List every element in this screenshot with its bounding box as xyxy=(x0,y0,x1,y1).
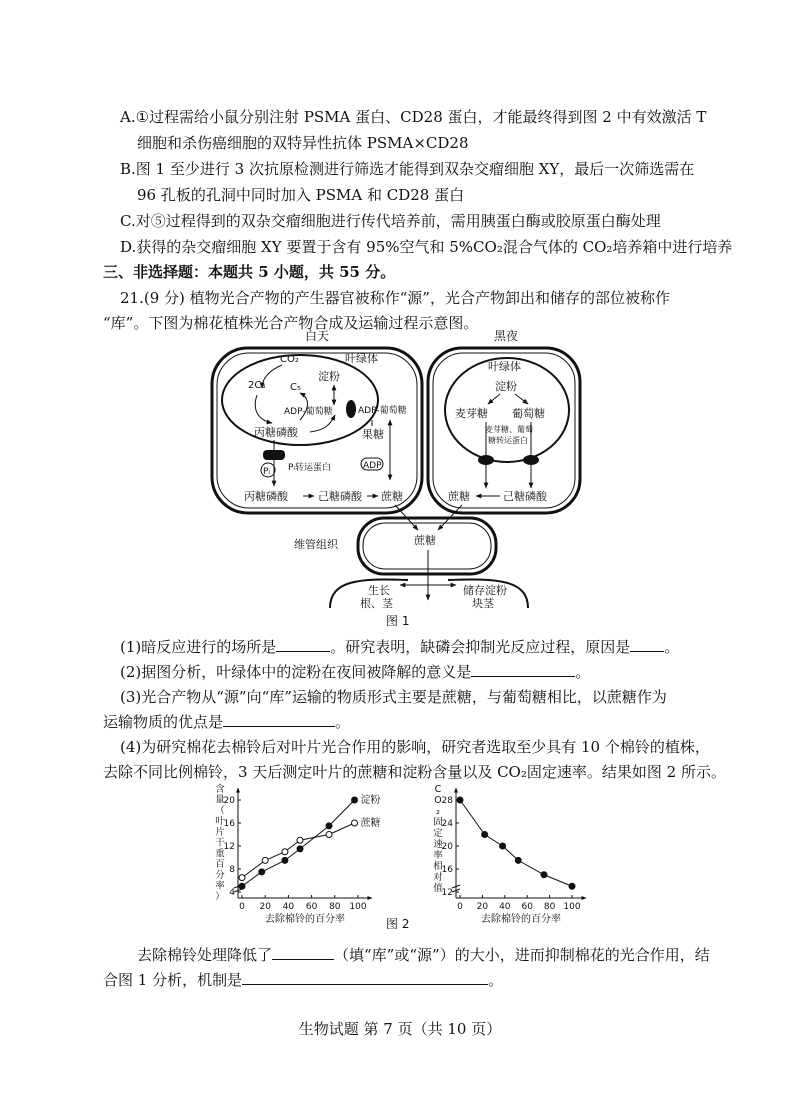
data-point xyxy=(352,797,358,803)
x-tick-label: 80 xyxy=(329,902,341,912)
y-axis-label-char: 量 xyxy=(215,794,225,806)
y-axis-label-char: ₂ xyxy=(436,806,440,817)
data-point xyxy=(259,869,265,875)
y-axis-label-char: 含 xyxy=(215,784,225,795)
day-chloroplast xyxy=(222,355,378,445)
y-axis-label-char: 速 xyxy=(433,839,443,850)
x-tick-label: 0 xyxy=(239,902,245,912)
y-axis-label-char: 重 xyxy=(215,848,225,860)
option-c: C.对⑤过程得到的双杂交瘤细胞进行传代培养前，需用胰蛋白酶或胶原蛋白酶处理 xyxy=(120,212,661,230)
data-point xyxy=(282,849,288,855)
x-tick-label: 0 xyxy=(457,902,463,912)
option-a-line1: A.①过程需给小鼠分别注射 PSMA 蛋白、CD28 蛋白，才能最终得到图 2 中有效激活 T xyxy=(120,108,707,126)
svg-text:糖转运蛋白: 糖转运蛋白 xyxy=(488,436,528,445)
page-footer: 生物试题 第 7 页（共 10 页） xyxy=(298,1020,502,1038)
q21-part5-line2: 合图 1 分析，机制是 。 xyxy=(103,971,504,989)
y-axis-label-char: 百 xyxy=(215,859,225,871)
svg-text:淀粉: 淀粉 xyxy=(318,370,340,383)
y-axis-label-char: 叶 xyxy=(215,816,225,828)
x-axis-label: 去除棉铃的百分率 xyxy=(481,914,561,925)
svg-text:块茎: 块茎 xyxy=(472,597,494,610)
y-axis-label-char: C xyxy=(434,784,442,795)
night-label: 黑夜 xyxy=(494,329,519,343)
svg-text:丙糖磷酸: 丙糖磷酸 xyxy=(244,490,288,503)
x-tick-label: 40 xyxy=(499,902,511,912)
x-tick-label: 20 xyxy=(259,902,271,912)
legend-label: 淀粉 xyxy=(360,795,381,806)
day-label: 白天 xyxy=(305,329,330,343)
data-point xyxy=(239,875,245,881)
y-tick-label: 16 xyxy=(223,819,235,829)
y-tick-label: 20 xyxy=(441,842,453,852)
series-line xyxy=(460,800,572,886)
svg-text:储存淀粉: 储存淀粉 xyxy=(463,584,507,597)
y-tick-label: 4 xyxy=(229,888,235,898)
svg-text:叶绿体: 叶绿体 xyxy=(488,360,521,373)
svg-text:己糖磷酸: 己糖磷酸 xyxy=(318,490,362,503)
q21-intro-line2: “库”。下图为棉花植株光合产物合成及运输过程示意图。 xyxy=(103,314,479,332)
legend-label: 蔗糖 xyxy=(360,818,381,829)
x-tick-label: 100 xyxy=(563,902,581,912)
y-axis-label-char: 片 xyxy=(215,826,225,838)
x-tick-label: 20 xyxy=(476,902,489,912)
svg-text:果糖: 果糖 xyxy=(362,428,384,441)
option-b-line2: 96 孔板的孔洞中同时加入 PSMA 和 CD28 蛋白 xyxy=(137,186,465,204)
data-point xyxy=(326,832,332,838)
chart-co2-fixation-vs-removal xyxy=(433,784,586,925)
figure-1-diagram xyxy=(0,318,800,638)
option-b-line1: B.图 1 至少进行 3 次抗原检测进行筛选才能得到双杂交瘤细胞 XY，最后一次筛选需在 xyxy=(120,160,695,178)
y-axis-label-char: 干 xyxy=(215,837,225,849)
svg-text:ADP: ADP xyxy=(363,461,382,471)
y-tick-label: 12 xyxy=(441,888,453,898)
y-axis-label-char: 分 xyxy=(215,869,225,881)
data-point xyxy=(500,843,506,849)
svg-text:叶绿体: 叶绿体 xyxy=(345,352,378,365)
data-point xyxy=(515,857,521,863)
svg-text:2C₃: 2C₃ xyxy=(248,380,266,391)
svg-text:蔗糖: 蔗糖 xyxy=(381,490,403,503)
chart-content-vs-removal xyxy=(215,783,380,925)
q21-intro-line1: 21.(9 分) 植物光合产物的产生器官被称作“源”，光合产物卸出和储存的部位被称作 xyxy=(120,289,670,307)
y-axis-label-char: 率 xyxy=(215,880,225,892)
y-axis-label-char: 值 xyxy=(433,883,443,894)
x-tick-label: 80 xyxy=(543,902,556,912)
q21-part3-line2: 运输物质的优点是 。 xyxy=(103,713,351,731)
data-point xyxy=(262,857,268,863)
data-point xyxy=(282,857,288,863)
y-tick-label: 20 xyxy=(223,796,235,806)
svg-text:C₅: C₅ xyxy=(290,382,301,393)
data-point xyxy=(297,837,303,843)
y-axis-label-char: ） xyxy=(215,891,225,903)
data-point xyxy=(352,820,358,826)
y-tick-label: 12 xyxy=(223,842,235,852)
svg-text:ADP-葡萄糖: ADP-葡萄糖 xyxy=(284,407,333,417)
svg-text:丙糖磷酸: 丙糖磷酸 xyxy=(254,426,298,439)
x-tick-label: 60 xyxy=(305,902,318,912)
svg-text:蔗糖: 蔗糖 xyxy=(448,490,470,503)
x-tick-label: 60 xyxy=(521,902,533,912)
y-tick-label: 16 xyxy=(441,865,453,875)
svg-text:蔗糖: 蔗糖 xyxy=(414,534,436,547)
svg-text:己糖磷酸: 己糖磷酸 xyxy=(503,490,547,503)
q21-part3-line1: (3)光合产物从“源”向“库”运输的物质形式主要是蔗糖，与葡萄糖相比，以蔗糖作为 xyxy=(120,688,667,706)
data-point xyxy=(239,883,245,889)
x-tick-label: 100 xyxy=(349,902,367,912)
figure-1-caption: 图 1 xyxy=(386,614,410,628)
y-tick-label: 28 xyxy=(441,796,453,806)
svg-text:Pᵢ: Pᵢ xyxy=(263,467,271,477)
data-point xyxy=(541,872,547,878)
y-tick-label: 24 xyxy=(441,819,453,829)
q21-part4-line1: (4)为研究棉花去棉铃后对叶片光合作用的影响，研究者选取至少具有 10 个棉铃的植株， xyxy=(120,738,710,756)
svg-text:根、茎: 根、茎 xyxy=(360,597,393,610)
q21-part2: (2)据图分析，叶绿体中的淀粉在夜间被降解的意义是 。 xyxy=(120,663,591,681)
data-point xyxy=(482,832,488,838)
y-tick-label: 8 xyxy=(229,865,235,875)
svg-text:ADP-葡萄糖: ADP-葡萄糖 xyxy=(358,406,407,416)
y-axis-label-char: 定 xyxy=(433,828,443,839)
data-point xyxy=(326,823,332,829)
svg-text:麦芽糖: 麦芽糖 xyxy=(455,407,488,420)
svg-text:生长: 生长 xyxy=(368,584,390,597)
section-title: 三、非选择题：本题共 5 小题，共 55 分。 xyxy=(103,263,396,281)
q21-part4-line2: 去除不同比例棉铃，3 天后测定叶片的蔗糖和淀粉含量以及 CO₂固定速率。结果如图 2 所示。 xyxy=(103,763,726,781)
figure-2-charts xyxy=(0,780,800,930)
x-tick-label: 40 xyxy=(282,902,295,912)
option-d: D.获得的杂交瘤细胞 XY 要置于含有 95%空气和 5%CO₂混合气体的 CO₂培养箱中进行培养 xyxy=(120,238,733,256)
data-point xyxy=(297,846,303,852)
y-axis-label-char: O xyxy=(434,795,442,806)
data-point xyxy=(457,797,463,803)
svg-text:Pᵢ转运蛋白: Pᵢ转运蛋白 xyxy=(288,463,332,473)
y-axis-label-char: （ xyxy=(215,805,225,817)
y-axis-label-char: 率 xyxy=(433,850,443,861)
data-point xyxy=(569,883,575,889)
y-axis-label-char: 相 xyxy=(433,861,443,872)
x-axis-label: 去除棉铃的百分率 xyxy=(265,914,345,925)
y-axis-label-char: 对 xyxy=(433,872,443,883)
y-axis-label-char: 固 xyxy=(433,817,443,828)
q21-part5-line1: 去除棉铃处理降低了 （填“库”或“源”）的大小，进而抑制棉花的光合作用，结 xyxy=(137,946,710,964)
svg-text:淀粉: 淀粉 xyxy=(495,380,517,393)
svg-text:麦芽糖、葡萄: 麦芽糖、葡萄 xyxy=(485,425,533,434)
option-a-line2: 细胞和杀伤癌细胞的双特异性抗体 PSMA×CD28 xyxy=(137,134,469,152)
svg-text:维管组织: 维管组织 xyxy=(294,538,338,551)
figure-2-caption: 图 2 xyxy=(386,917,410,930)
svg-text:CO₂: CO₂ xyxy=(280,354,299,365)
svg-text:葡萄糖: 葡萄糖 xyxy=(512,407,545,420)
q21-part1: (1)暗反应进行的场所是 。研究表明，缺磷会抑制光反应过程，原因是 。 xyxy=(120,638,680,656)
